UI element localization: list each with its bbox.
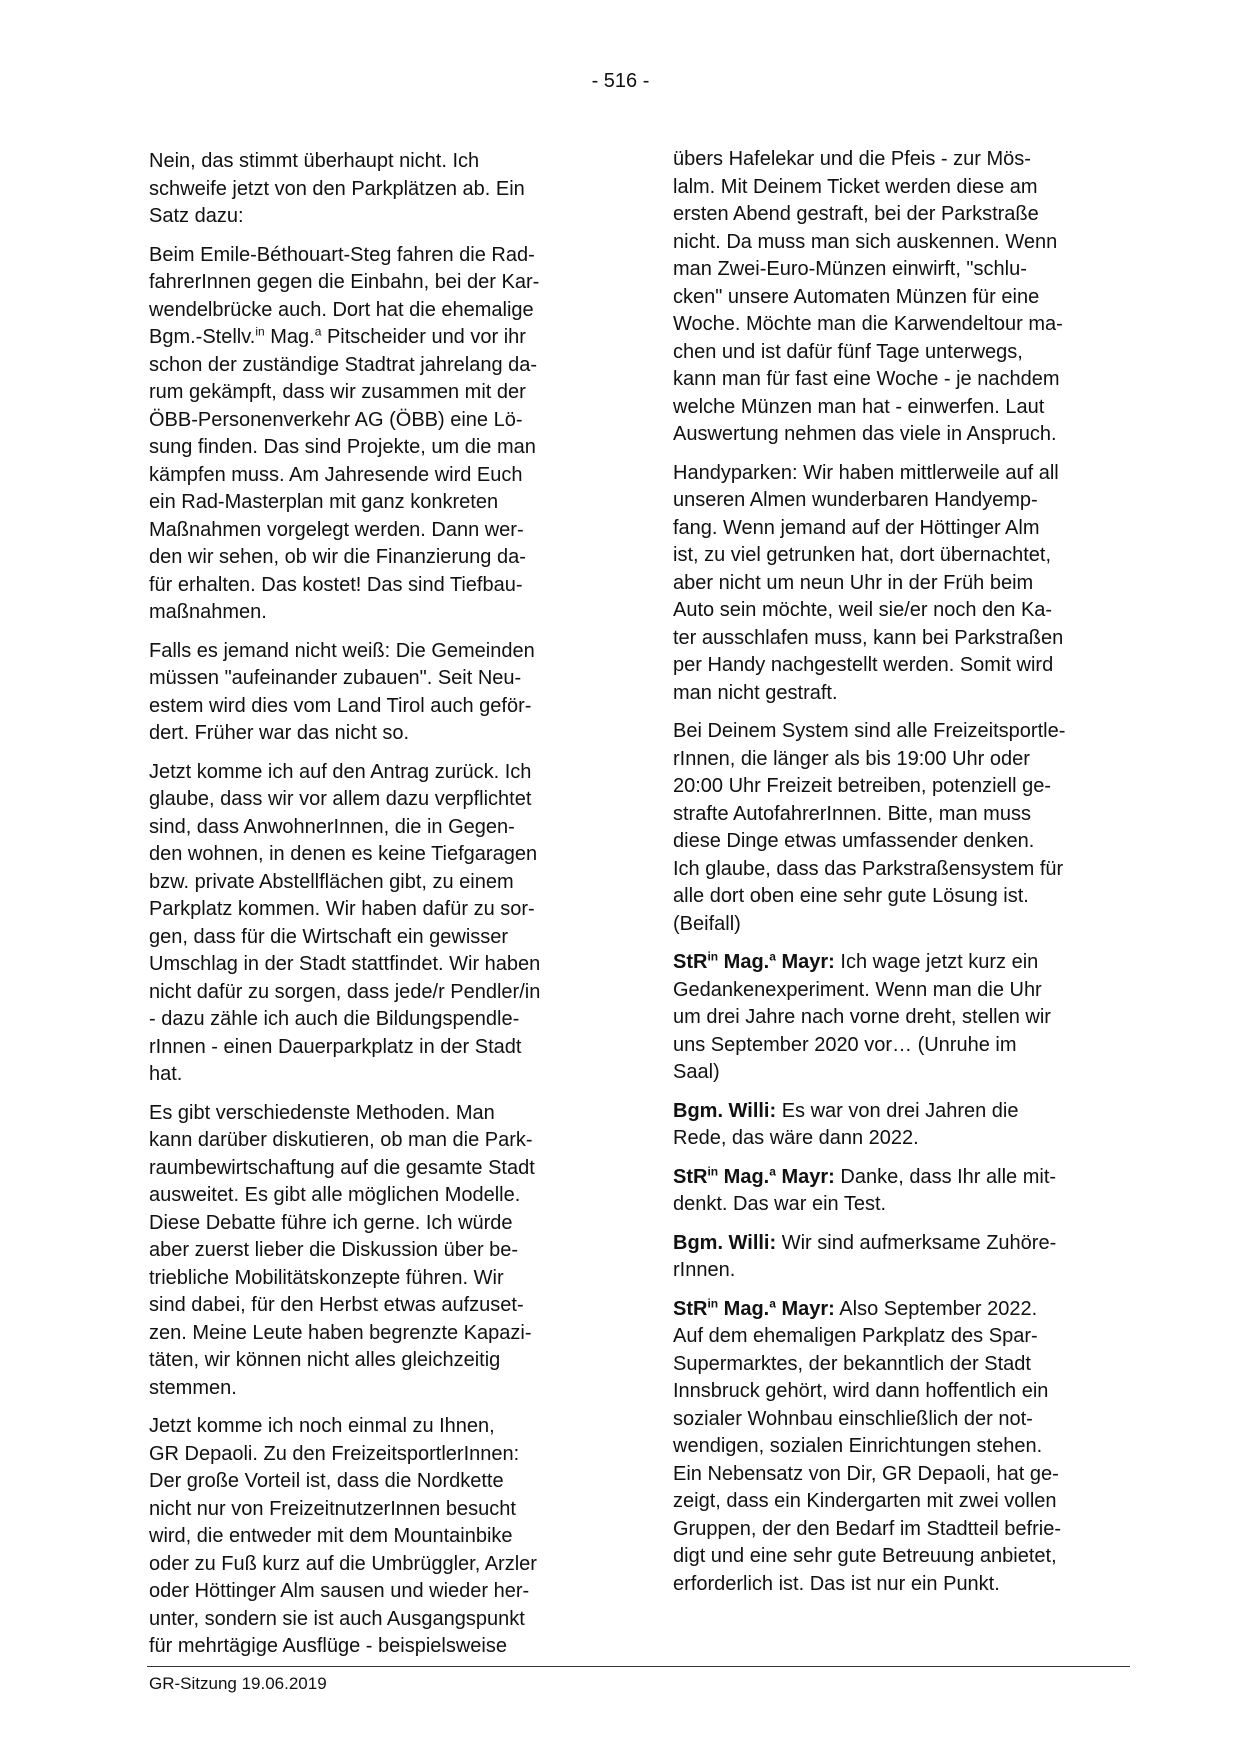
right-column xyxy=(673,146,1121,1609)
speech-paragraph: Bgm. Willi: Es war von drei Jahren die Rede, das wäre dann 2022. xyxy=(673,1099,1019,1149)
speech-paragraph: StR$^{in}$ Mag.$^a$ Mayr: Ich wage jetzt kurz ein Gedankenexperiment. Wenn man die Uhr um drei Jahre nach vorne dreht, stellen wir uns September 2020 vor… (Unruhe im Saal) xyxy=(673,949,1051,1083)
speech-paragraph: StR$^{in}$ Mag.$^a$ Mayr: Also September 2022. Auf dem ehemaligen Parkplatz des Spar- Supermarktes, der bekanntlich der Stadt Innsbruck gehört, wird dann hoffentlich ein sozialer Wohnbau einschließlich der not- wendigen, sozialen Einrichtungen stehen. Ein Nebensatz von Dir, GR Depaoli, hat ge- zeigt, dass ein Kindergarten mit zwei vollen Gruppen, der den Bedarf im Stadtteil befrie- digt und eine sehr gute Betreuung anbietet, erforderlich ist. Das ist nur ein Punkt. xyxy=(673,1295,1061,1595)
page-number: - 516 - xyxy=(591,70,650,92)
footer-text: GR-Sitzung 19.06.2019 xyxy=(149,1674,327,1693)
speaker-label: StR$^{in}$ Mag.$^a$ Mayr: xyxy=(673,949,835,973)
speaker-label: StR$^{in}$ Mag.$^a$ Mayr: xyxy=(673,1295,835,1320)
paragraph: Bei Deinem System sind alle Freizeitsportle- rInnen, die länger als bis 19:00 Uhr oder 20:00 Uhr Freizeit betreiben, potenziell ge- strafte AutofahrerInnen. Bitte, man muss diese Dinge etwas umfassender denken. Ich glaube, dass das Parkstraßensystem für alle dort oben eine sehr gute Lösung ist. (Beifall) xyxy=(673,720,1066,935)
speaker-label: Bgm. Willi: xyxy=(673,1099,777,1122)
paragraph: Jetzt komme ich noch einmal zu Ihnen, GR Depaoli. Zu den FreizeitsportlerInnen: Der große Vorteil ist, dass die Nordkette nicht nur von FreizeitnutzerInnen besucht wird, die entweder mit dem Mountainbike oder zu Fuß kurz auf die Umbrüggler, Arzler oder Höttinger Alm sausen und wieder her- unter, sondern sie ist auch Ausgangspunkt für mehrtägige Ausflüge - beispielsweise xyxy=(149,1415,537,1657)
paragraph: Beim Emile-Béthouart-Steg fahren die Rad- fahrerInnen gegen die Einbahn, bei der Kar- wendelbrücke auch. Dort hat die ehemalige Bgm.-Stellv.$^{in}$ Mag.$^a$ Pitscheider und vor ihr schon der zuständige Stadtrat jahrelang da- rum gekämpft, dass wir zusammen mit der ÖBB-Personenverkehr AG (ÖBB) eine Lö- sung finden. Das sind Projekte, um die man kämpfen muss. Am Jahresende wird Euch ein Rad-Masterplan mit ganz konkreten Maßnahmen vorgelegt werden. Dann wer- den wir sehen, ob wir die Finanzierung da- für erhalten. Das kostet! Das sind Tiefbau- maßnahmen. xyxy=(149,243,540,623)
paragraph: Jetzt komme ich auf den Antrag zurück. Ich glaube, dass wir vor allem dazu verpflichtet sind, dass AnwohnerInnen, die in Gegen- den wohnen, in denen es keine Tiefgaragen bzw. private Abstellflächen gibt, zu einem Parkplatz kommen. Wir haben dafür zu sor- gen, dass für die Wirtschaft ein gewisser Umschlag in der Stadt stattfindet. Wir haben nicht dafür zu sorgen, dass jede/r Pendler/in - dazu zähle ich auch die Bildungspendle- rInnen - einen Dauerparkplatz in der Stadt hat. xyxy=(149,760,541,1085)
speaker-label: StR$^{in}$ Mag.$^a$ Mayr: xyxy=(673,1163,835,1188)
paragraph: übers Hafelekar und die Pfeis - zur Mös- lalm. Mit Deinem Ticket werden diese am ersten Abend gestraft, bei der Parkstraße nicht. Da muss man sich auskennen. Wenn man Zwei-Euro-Münzen einwirft, "schlu- cken" unsere Automaten Münzen für eine Woche. Möchte man die Karwendeltour ma- chen und ist dafür fünf Tage unterwegs, kann man für fast eine Woche - je nachdem welche Münzen man hat - einwerfen. Laut Auswertung nehmen das viele in Anspruch. xyxy=(673,148,1063,445)
paragraph: Es gibt verschiedenste Methoden. Man kann darüber diskutieren, ob man die Park- raumbewirtschaftung auf die gesamte Stadt ausweitet. Es gibt alle möglichen Modelle. Diese Debatte führe ich gerne. Ich würde aber zuerst lieber die Diskussion über be- triebliche Mobilitätskonzepte führen. Wir sind dabei, für den Herbst etwas aufzuset- zen. Meine Leute haben begrenzte Kapazi- täten, wir können nicht alles gleichzeitig stemmen. xyxy=(149,1101,535,1399)
paragraph: Falls es jemand nicht weiß: Die Gemeinden müssen "aufeinander zubauen". Seit Neu- estem wird dies vom Land Tirol auch geför- dert. Früher war das nicht so. xyxy=(149,639,535,744)
speaker-label: Bgm. Willi: xyxy=(673,1231,777,1254)
speech-paragraph: StR$^{in}$ Mag.$^a$ Mayr: Danke, dass Ihr alle mit- denkt. Das war ein Test. xyxy=(673,1163,1057,1215)
footer-divider xyxy=(147,1666,1130,1667)
speech-paragraph: Bgm. Willi: Wir sind aufmerksame Zuhöre- rInnen. xyxy=(673,1231,1057,1281)
paragraph: Nein, das stimmt überhaupt nicht. Ich schweife jetzt von den Parkplätzen ab. Ein Satz dazu: xyxy=(149,150,525,227)
paragraph: Handyparken: Wir haben mittlerweile auf all unseren Almen wunderbaren Handyemp- fang. Wenn jemand auf der Höttinger Alm ist, zu viel getrunken hat, dort übernachtet, aber nicht um neun Uhr in der Früh beim Auto sein möchte, weil sie/er noch den Ka- ter ausschlafen muss, kann bei Parkstraßen per Handy nachgestellt werden. Somit wird man nicht gestraft. xyxy=(673,461,1064,704)
left-column xyxy=(149,148,597,1672)
